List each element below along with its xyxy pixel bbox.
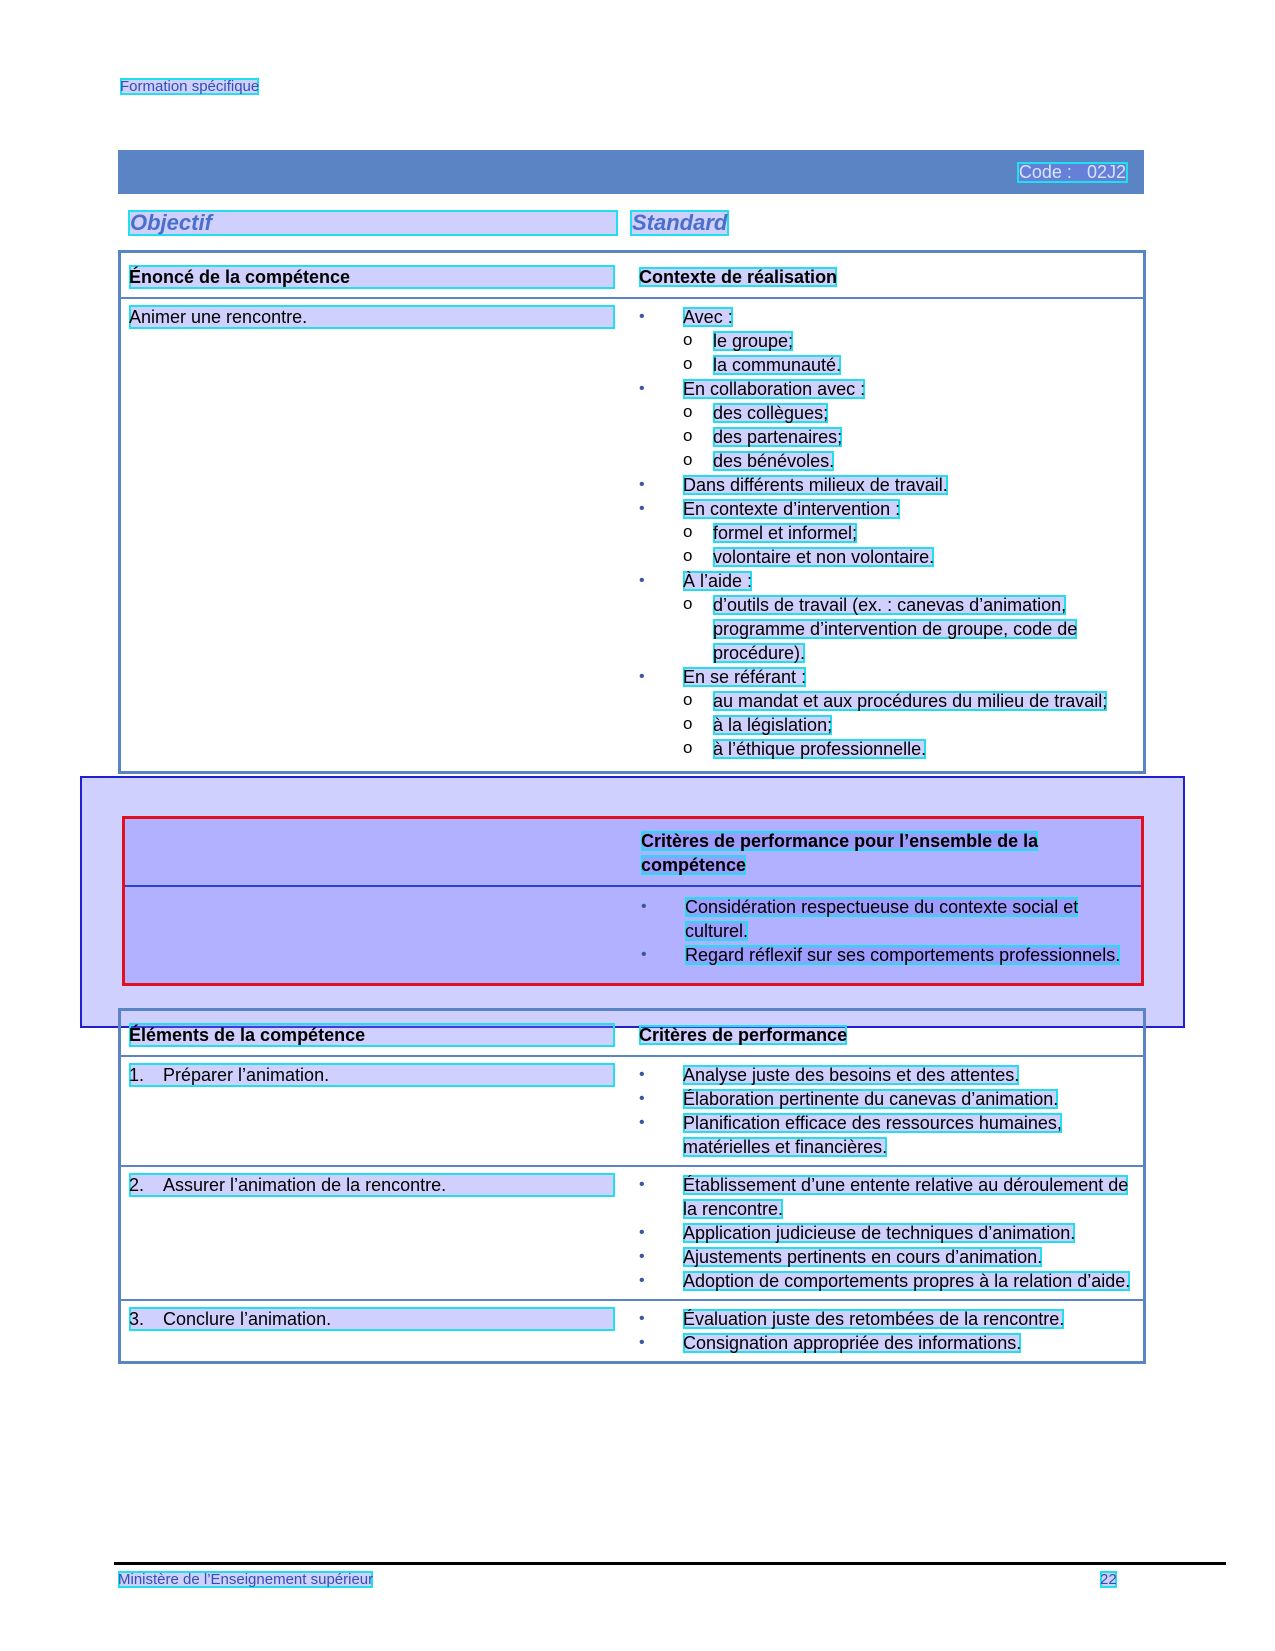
overall-criterion-text: Considération respectueuse du contexte social et culturel.	[685, 897, 1079, 941]
context-item	[639, 569, 1135, 665]
context-item-text: En contexte d’intervention :	[683, 499, 901, 519]
context-item-text: Dans différents milieux de travail.	[683, 475, 948, 495]
context-subitem-text: d’outils de travail (ex. : canevas d’animation, programme d’intervention de groupe, code de procédure).	[713, 595, 1078, 663]
context-subitem	[683, 329, 1135, 353]
element-cell	[120, 1300, 632, 1363]
criteria-list	[639, 1063, 1135, 1159]
criterion	[639, 1307, 1135, 1331]
context-item-text: En collaboration avec :	[683, 379, 866, 399]
context-subitem	[683, 353, 1135, 377]
criterion-text: Consignation appropriée des informations.	[683, 1333, 1022, 1353]
context-sublist	[683, 689, 1135, 761]
context-subitem	[683, 521, 1135, 545]
context-subitem	[683, 689, 1135, 713]
element-number: 3.	[129, 1309, 145, 1329]
competence-statement-heading: Énoncé de la compétence	[129, 265, 615, 289]
criterion-text: Ajustements pertinents en cours d’animation.	[683, 1247, 1043, 1267]
context-subitem-text: à l’éthique professionnelle.	[713, 739, 927, 759]
footer-rule	[114, 1562, 1226, 1565]
footer-ministry: Ministère de l’Enseignement supérieur	[118, 1571, 374, 1588]
criterion	[639, 1221, 1135, 1245]
page-number: 22	[1100, 1571, 1117, 1588]
overall-criteria-list	[641, 895, 1121, 967]
code-label: Code : 02J2	[1018, 162, 1126, 182]
criteria-cell	[631, 1056, 1145, 1166]
criteria-list	[639, 1173, 1135, 1293]
criterion-text: Adoption de comportements propres à la relation d’aide.	[683, 1271, 1131, 1291]
criterion	[639, 1087, 1135, 1111]
context-subitem	[683, 401, 1135, 425]
element-label	[129, 1307, 615, 1331]
context-sublist	[683, 329, 1135, 377]
criterion	[639, 1173, 1135, 1221]
element-text: Préparer l’animation.	[163, 1065, 330, 1085]
criterion-text: Planification efficace des ressources humaines, matérielles et financières.	[683, 1113, 1062, 1157]
context-subitem-text: formel et informel;	[713, 523, 858, 543]
context-item	[639, 473, 1135, 497]
context-subitem-text: des collègues;	[713, 403, 829, 423]
criterion-text: Établissement d’une entente relative au déroulement de la rencontre.	[683, 1175, 1129, 1219]
context-sublist	[683, 401, 1135, 473]
element-row	[120, 1300, 1145, 1363]
context-subitem	[683, 737, 1135, 761]
objectif-heading: Objectif	[128, 210, 618, 236]
criterion-text: Analyse juste des besoins et des attentes.	[683, 1065, 1020, 1085]
criterion-text: Application judicieuse de techniques d’animation.	[683, 1223, 1076, 1243]
criterion-text: Évaluation juste des retombées de la rencontre.	[683, 1309, 1065, 1329]
criterion-text: Élaboration pertinente du canevas d’animation.	[683, 1089, 1059, 1109]
code-value: 02J2	[1086, 162, 1126, 182]
context-item	[639, 377, 1135, 473]
context-item	[639, 497, 1135, 569]
element-number: 2.	[129, 1175, 145, 1195]
page-header-title: Formation spécifique	[120, 78, 260, 95]
context-subitem-text: la communauté.	[713, 355, 842, 375]
element-label	[129, 1063, 615, 1087]
context-item	[639, 305, 1135, 377]
performance-criteria-heading: Critères de performance	[639, 1025, 848, 1045]
criterion	[639, 1331, 1135, 1355]
criterion	[639, 1269, 1135, 1293]
standard-heading: Standard	[632, 210, 728, 235]
context-item-text: En se référant :	[683, 667, 807, 687]
criterion	[639, 1245, 1135, 1269]
elements-table	[118, 1008, 1146, 1364]
divider	[125, 885, 1141, 887]
overall-criterion	[641, 943, 1121, 967]
criteria-cell	[631, 1300, 1145, 1363]
context-subitem	[683, 593, 1135, 665]
context-item-text: Avec :	[683, 307, 733, 327]
context-subitem-text: le groupe;	[713, 331, 794, 351]
context-sublist	[683, 593, 1135, 665]
element-text: Conclure l’animation.	[163, 1309, 332, 1329]
overall-criterion	[641, 895, 1121, 943]
context-subitem	[683, 449, 1135, 473]
element-cell	[120, 1056, 632, 1166]
context-list	[639, 305, 1135, 761]
criteria-cell	[631, 1166, 1145, 1300]
competence-table	[118, 250, 1146, 774]
criterion	[639, 1063, 1135, 1087]
context-sublist	[683, 521, 1135, 569]
context-item	[639, 665, 1135, 761]
element-label	[129, 1173, 615, 1197]
context-subitem-text: au mandat et aux procédures du milieu de travail;	[713, 691, 1108, 711]
criteria-list	[639, 1307, 1135, 1355]
context-heading: Contexte de réalisation	[639, 267, 838, 287]
element-cell	[120, 1166, 632, 1300]
element-row	[120, 1166, 1145, 1300]
code-bar	[118, 150, 1144, 194]
context-item-text: À l’aide :	[683, 571, 753, 591]
elements-heading: Éléments de la compétence	[129, 1023, 615, 1047]
overall-criteria-title: Critères de performance pour l’ensemble de la compétence	[641, 831, 1039, 875]
context-subitem-text: volontaire et non volontaire.	[713, 547, 935, 567]
element-row	[120, 1056, 1145, 1166]
element-number: 1.	[129, 1065, 145, 1085]
competence-statement: Animer une rencontre.	[129, 305, 615, 329]
context-subitem-text: des partenaires;	[713, 427, 843, 447]
context-subitem-text: à la législation;	[713, 715, 833, 735]
context-subitem	[683, 545, 1135, 569]
context-subitem-text: des bénévoles.	[713, 451, 835, 471]
context-subitem	[683, 425, 1135, 449]
overall-criteria-table	[122, 816, 1144, 986]
overall-criterion-text: Regard réflexif sur ses comportements professionnels.	[685, 945, 1121, 965]
context-subitem	[683, 713, 1135, 737]
criterion	[639, 1111, 1135, 1159]
element-text: Assurer l’animation de la rencontre.	[163, 1175, 447, 1195]
